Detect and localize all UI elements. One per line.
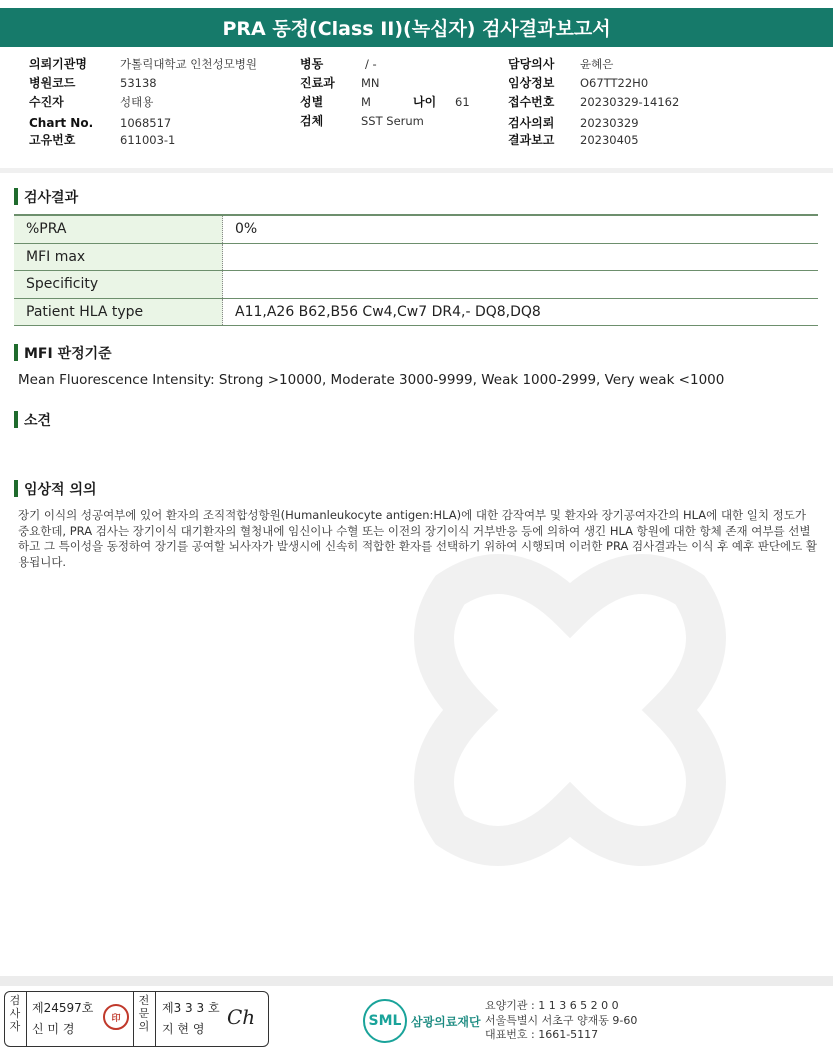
department-value: MN bbox=[361, 76, 380, 90]
institution-logo bbox=[363, 999, 481, 1043]
header-row-report-date: 결과보고 bbox=[508, 133, 555, 147]
specimen-value: SST Serum bbox=[361, 114, 424, 128]
institution-address: 서울특별시 서초구 양재동 9-60 bbox=[485, 1013, 638, 1027]
specialist-signature: Ch bbox=[227, 1005, 256, 1029]
header-row-institution: 의뢰기관명 bbox=[29, 57, 87, 71]
tester-seal-stamp: 印 bbox=[103, 1004, 129, 1030]
mfi-criteria-text: Mean Fluorescence Intensity: Strong >10000, Moderate 3000-9999, Weak 1000-2999, Very weak <1000 bbox=[18, 372, 725, 388]
report-date-value: 20230405 bbox=[580, 133, 639, 147]
section-marker bbox=[14, 344, 18, 361]
request-date-value: 20230329 bbox=[580, 116, 639, 130]
table-row bbox=[14, 215, 818, 243]
report-title: PRA 동정(Class II)(녹십자) 검사결과보고서 bbox=[0, 8, 833, 47]
institution-code: 요양기관 : 1 1 3 6 5 2 0 0 bbox=[485, 999, 619, 1012]
header-row-ward: 병동 bbox=[300, 57, 324, 71]
header-row-department: 진료과 bbox=[300, 76, 335, 90]
header-row-clinical-info: 임상정보 bbox=[508, 76, 555, 90]
header-row-specimen: 검체 bbox=[300, 114, 324, 128]
logo-mark: SML bbox=[363, 999, 407, 1043]
table-row bbox=[14, 298, 818, 326]
result-table bbox=[14, 214, 818, 326]
section-result-heading: 검사결과 bbox=[14, 187, 78, 207]
result-value bbox=[223, 271, 819, 299]
header-row-hospital-code: 병원코드 bbox=[29, 76, 76, 90]
unique-no-value: 611003-1 bbox=[120, 133, 176, 147]
ward-value: / - bbox=[365, 57, 377, 71]
result-value: A11,A26 B62,B56 Cw4,Cw7 DR4,- DQ8,DQ8 bbox=[223, 298, 819, 326]
result-value: 0% bbox=[223, 215, 819, 243]
receipt-no-value: 20230329-14162 bbox=[580, 95, 680, 109]
patient-name-value: 성태용 bbox=[120, 95, 154, 109]
clinical-significance-text: 장기 이식의 성공여부에 있어 환자의 조직적합성항원(Humanleukocyte antigen:HLA)에 대한 감작여부 및 환자와 장기공여자간의 HLA에 대한 일치 정도가 중요한데, PRA 검사는 장기이식 대기환자의 혈청내에 임신이나 수혈 또는 이전의 장기이식 거부반응 등에 의하여 생긴 HLA 항원에 대한 항체 존재 여부를 선별하고 그 특이성을 동정하여 장기를 공여할 뇌사자가 발생시에 신속히 적합한 환자를 선택하기 위하여 시행되며 이러한 PRA 검사결과는 이식 후 예후 판단에도 활용됩니다. bbox=[18, 508, 817, 569]
result-label: %PRA bbox=[14, 215, 223, 243]
tester-side-label: 검사자 bbox=[9, 994, 21, 1033]
header-row-doctor: 담당의사 bbox=[508, 57, 555, 71]
logo-text: 삼광의료재단 bbox=[411, 1014, 481, 1029]
specialist-side-label: 전문의 bbox=[138, 994, 150, 1033]
specialist-name: 지 현 영 bbox=[162, 1022, 205, 1036]
header-row-unique-no: 고유번호 bbox=[29, 133, 76, 147]
result-value bbox=[223, 243, 819, 271]
divider bbox=[133, 992, 134, 1046]
result-label: Patient HLA type bbox=[14, 298, 223, 326]
specialist-license-no: 제3 3 3 호 bbox=[162, 1001, 220, 1015]
header-row-sex: 성별 bbox=[300, 95, 324, 109]
divider bbox=[26, 992, 27, 1046]
tester-name: 신 미 경 bbox=[32, 1022, 75, 1036]
sex-value: M bbox=[361, 95, 371, 109]
table-row bbox=[14, 271, 818, 299]
divider bbox=[155, 992, 156, 1046]
chart-no-value: 1068517 bbox=[120, 116, 172, 130]
header-row-request-date: 검사의뢰 bbox=[508, 116, 555, 130]
header-row-receipt-no: 접수번호 bbox=[508, 95, 555, 109]
header-row-age: 나이 bbox=[413, 95, 437, 109]
signature-box bbox=[4, 991, 269, 1047]
hospital-code-value: 53138 bbox=[120, 76, 157, 90]
section-clinical-heading: 임상적 의의 bbox=[14, 479, 97, 499]
footer-divider bbox=[0, 976, 833, 986]
institution-info bbox=[485, 999, 637, 1043]
clinical-info-value: O67TT22H0 bbox=[580, 76, 649, 90]
header-divider bbox=[0, 168, 833, 173]
age-value: 61 bbox=[455, 95, 470, 109]
section-marker bbox=[14, 411, 18, 428]
section-opinion-heading: 소견 bbox=[14, 410, 51, 430]
header-row-patient: 수진자 bbox=[29, 95, 64, 109]
table-row bbox=[14, 243, 818, 271]
tester-license-no: 제24597호 bbox=[32, 1001, 94, 1015]
header-row-chart-no: Chart No. bbox=[29, 116, 94, 130]
result-label: MFI max bbox=[14, 243, 223, 271]
institution-value: 가톨릭대학교 인천성모병원 bbox=[120, 57, 257, 71]
section-mfi-heading: MFI 판정기준 bbox=[14, 343, 112, 363]
institution-phone: 대표번호 : 1661-5117 bbox=[485, 1028, 599, 1041]
section-marker bbox=[14, 188, 18, 205]
doctor-value: 윤혜은 bbox=[580, 57, 614, 71]
section-marker bbox=[14, 480, 18, 497]
result-label: Specificity bbox=[14, 271, 223, 299]
